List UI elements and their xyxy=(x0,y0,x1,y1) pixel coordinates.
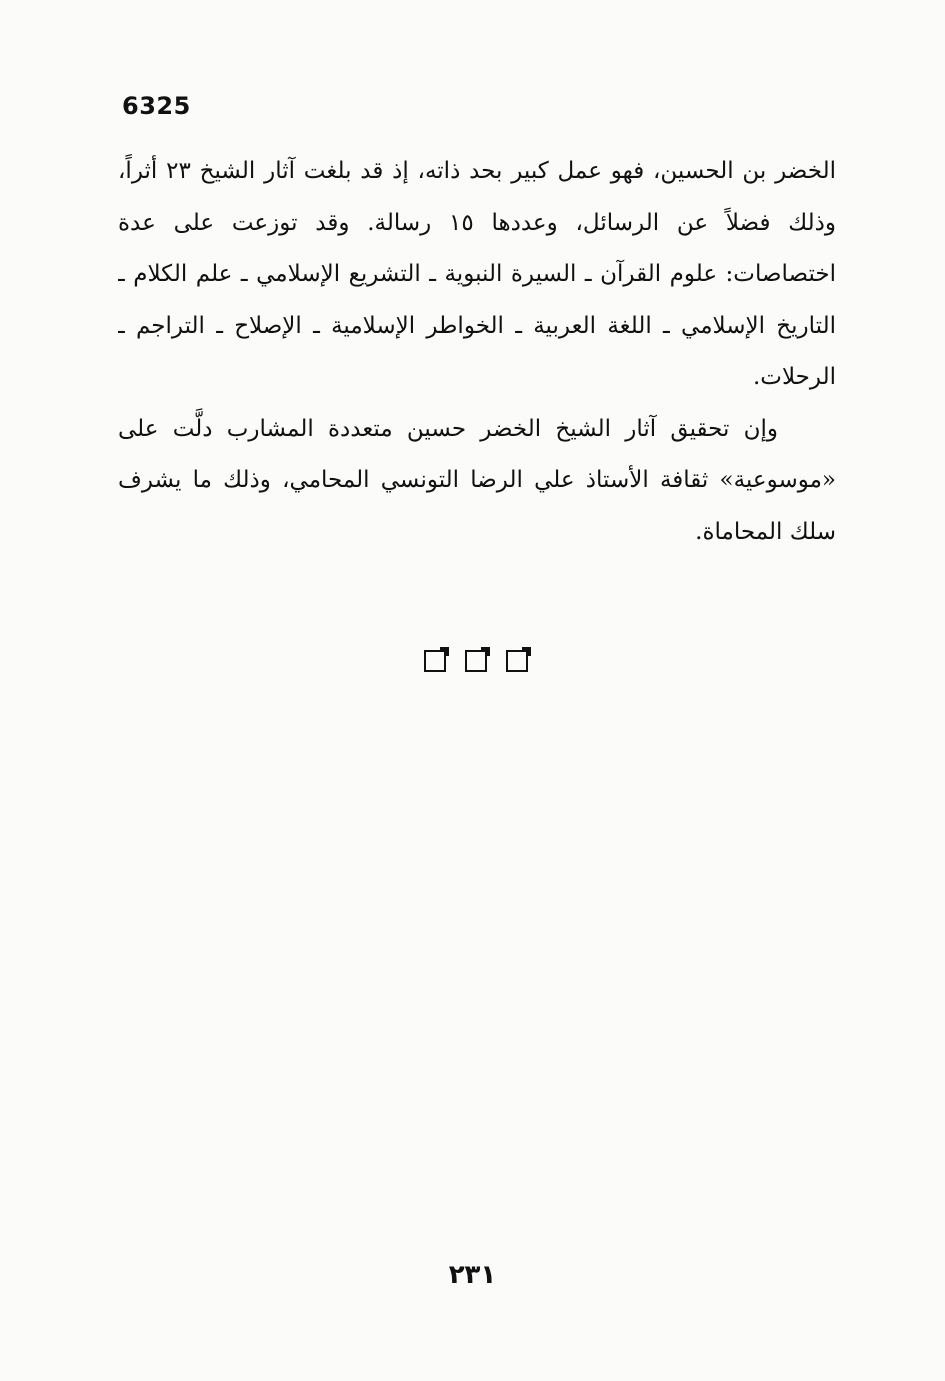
body-text xyxy=(118,146,836,558)
text-line: وذلك فضلاً عن الرسائل، وعددها ١٥ رسالة. وقد توزعت على عدة xyxy=(118,209,836,236)
text-line: اختصاصات: علوم القرآن ـ السيرة النبوية ـ التشريع الإسلامي ـ علم الكلام ـ xyxy=(118,261,836,287)
square-ornament-icon xyxy=(465,650,487,672)
paragraph-1 xyxy=(118,146,836,404)
text-line: الخضر بن الحسين، فهو عمل كبير بحد ذاته، إذ قد بلغت آثار الشيخ ٢٣ أثراً، xyxy=(118,158,836,184)
text-line: الرحلات. xyxy=(753,364,836,390)
page-number: ٢٣١ xyxy=(448,1260,497,1290)
document-id-number: 6325 xyxy=(122,92,191,120)
square-ornament-icon xyxy=(424,650,446,672)
text-line: «موسوعية» ثقافة الأستاذ علي الرضا التونسي المحامي، وذلك ما يشرف xyxy=(118,467,836,493)
section-separator xyxy=(424,650,528,674)
text-line: وإن تحقيق آثار الشيخ الخضر حسين متعددة المشارب دلَّت على xyxy=(118,415,778,442)
text-line: التاريخ الإسلامي ـ اللغة العربية ـ الخواطر الإسلامية ـ الإصلاح ـ التراجم ـ xyxy=(118,312,836,339)
square-ornament-icon xyxy=(506,650,528,672)
paragraph-2 xyxy=(118,404,836,559)
text-line: سلك المحاماة. xyxy=(695,518,836,545)
